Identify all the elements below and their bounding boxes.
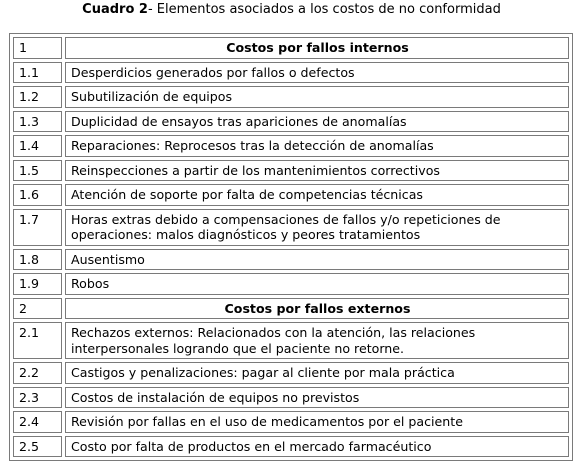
row-text-cell: Revisión por fallas en el uso de medicamentos por el paciente bbox=[65, 411, 569, 433]
table-caption bbox=[0, 1, 583, 19]
row-text-cell: Atención de soporte por falta de competencias técnicas bbox=[65, 184, 569, 206]
table-row bbox=[13, 249, 569, 271]
row-number-cell: 1.5 bbox=[13, 160, 62, 182]
row-number-cell: 1.7 bbox=[13, 209, 62, 246]
row-number-cell: 1.1 bbox=[13, 62, 62, 84]
row-number-cell: 1.9 bbox=[13, 273, 62, 295]
row-text-cell: Costos de instalación de equipos no previstos bbox=[65, 387, 569, 409]
table-row bbox=[13, 135, 569, 157]
row-text-cell: Duplicidad de ensayos tras apariciones de anomalías bbox=[65, 111, 569, 133]
row-text-cell: Reinspecciones a partir de los mantenimientos correctivos bbox=[65, 160, 569, 182]
table-row bbox=[13, 387, 569, 409]
table-row bbox=[13, 86, 569, 108]
row-text-cell: Reparaciones: Reprocesos tras la detección de anomalías bbox=[65, 135, 569, 157]
section-title-cell: Costos por fallos internos bbox=[65, 37, 569, 59]
table-row bbox=[13, 111, 569, 133]
table-row bbox=[13, 411, 569, 433]
row-number-cell: 2.2 bbox=[13, 362, 62, 384]
table-row bbox=[13, 209, 569, 246]
row-number-cell: 1.4 bbox=[13, 135, 62, 157]
row-text-cell: Subutilización de equipos bbox=[65, 86, 569, 108]
table-row bbox=[13, 273, 569, 295]
table-row bbox=[13, 436, 569, 458]
row-number-cell: 1 bbox=[13, 37, 62, 59]
row-number-cell: 2 bbox=[13, 298, 62, 320]
row-number-cell: 1.2 bbox=[13, 86, 62, 108]
row-number-cell: 1.6 bbox=[13, 184, 62, 206]
row-text-cell: Costo por falta de productos en el mercado farmacéutico bbox=[65, 436, 569, 458]
row-number-cell: 1.3 bbox=[13, 111, 62, 133]
table-row bbox=[13, 160, 569, 182]
table-section-header-row bbox=[13, 298, 569, 320]
table-row bbox=[13, 62, 569, 84]
section-title-cell: Costos por fallos externos bbox=[65, 298, 569, 320]
table-row bbox=[13, 362, 569, 384]
table-row bbox=[13, 322, 569, 359]
row-number-cell: 2.5 bbox=[13, 436, 62, 458]
row-number-cell: 2.3 bbox=[13, 387, 62, 409]
row-text-cell: Robos bbox=[65, 273, 569, 295]
table-row bbox=[13, 184, 569, 206]
row-text-cell: Ausentismo bbox=[65, 249, 569, 271]
row-text-cell: Castigos y penalizaciones: pagar al cliente por mala práctica bbox=[65, 362, 569, 384]
row-text-cell: Horas extras debido a compensaciones de fallos y/o repeticiones de operaciones: malos diagnósticos y peores tratamientos bbox=[65, 209, 569, 246]
row-number-cell: 2.4 bbox=[13, 411, 62, 433]
row-number-cell: 2.1 bbox=[13, 322, 62, 359]
row-text-cell: Rechazos externos: Relacionados con la atención, las relaciones interpersonales logrando que el paciente no retorne. bbox=[65, 322, 569, 359]
caption-text: - Elementos asociados a los costos de no conformidad bbox=[147, 2, 501, 17]
row-text-cell: Desperdicios generados por fallos o defectos bbox=[65, 62, 569, 84]
table-section-header-row bbox=[13, 37, 569, 59]
costs-table-body bbox=[13, 37, 569, 457]
costs-table bbox=[9, 33, 573, 461]
row-number-cell: 1.8 bbox=[13, 249, 62, 271]
caption-label: Cuadro 2 bbox=[82, 2, 148, 17]
